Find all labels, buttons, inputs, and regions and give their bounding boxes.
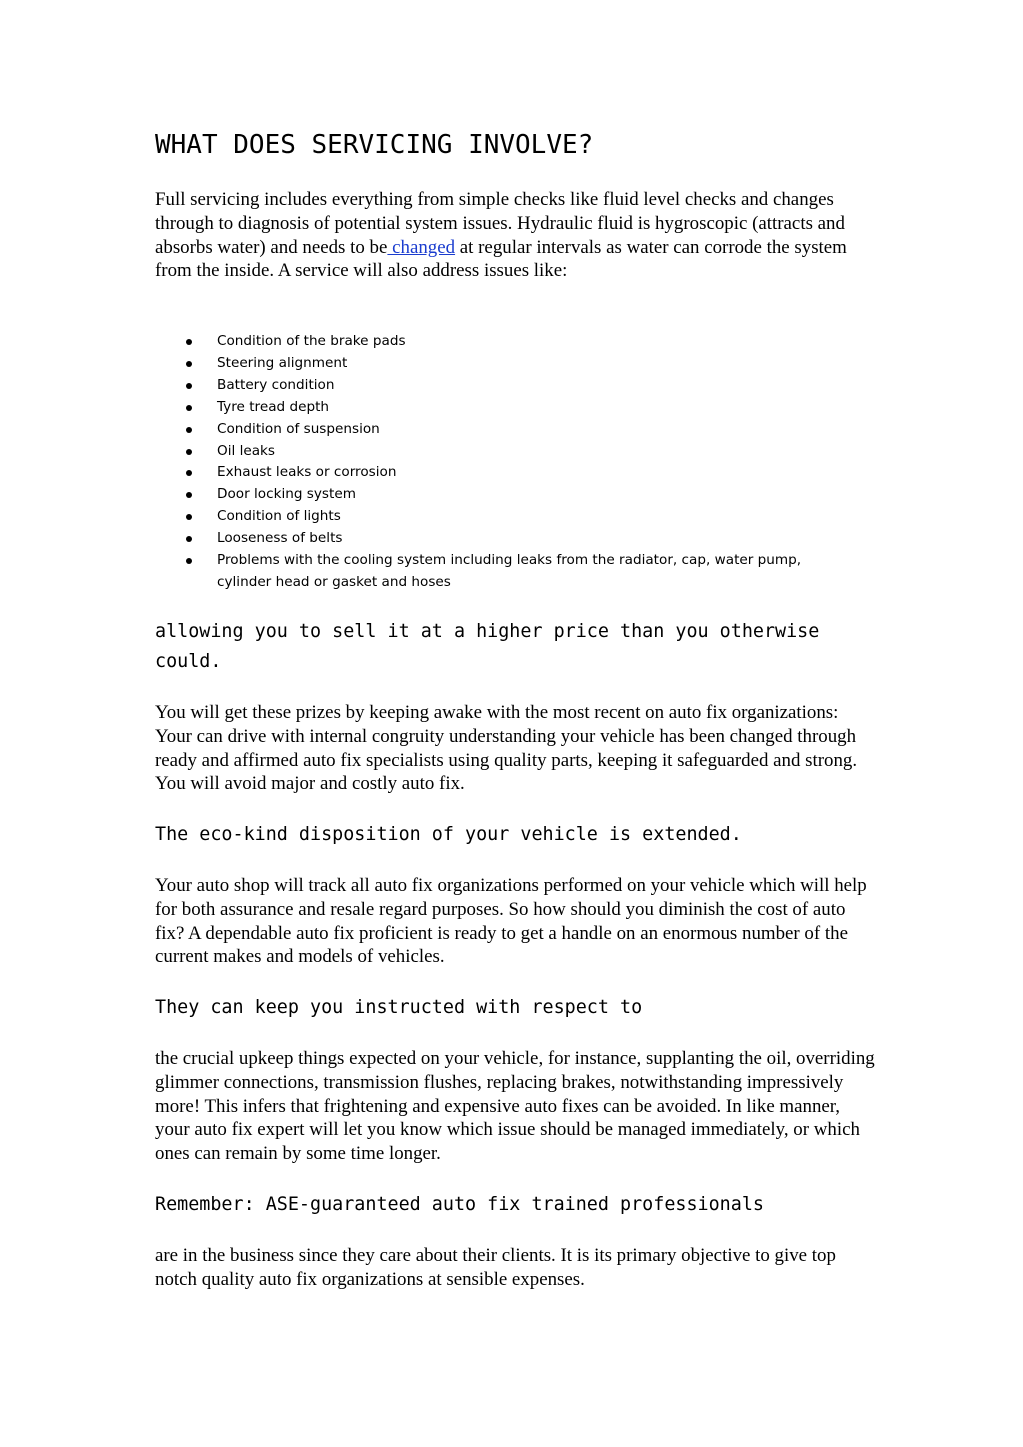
list-item: Looseness of belts: [155, 528, 847, 550]
list-item: Exhaust leaks or corrosion: [155, 462, 847, 484]
list-item: Condition of the brake pads: [155, 331, 847, 353]
section-heading: They can keep you instructed with respect to: [155, 997, 643, 1018]
list-item: Oil leaks: [155, 441, 847, 463]
list-item: Condition of lights: [155, 506, 847, 528]
list-item: Tyre tread depth: [155, 397, 847, 419]
intro-text-before-link: Full servicing includes everything from simple checks like fluid level checks and changes through to diagnosis of potential system issues. Hydraulic fluid is hygroscopic (attracts and absorbs water) and needs to be: [155, 189, 845, 258]
page-title: WHAT DOES SERVICING INVOLVE?: [155, 130, 594, 160]
intro-text-after-link: at regular intervals as water can corrode the system from the inside. A service will also address issues like:: [155, 236, 847, 282]
section-heading: allowing you to sell it at a higher price than you otherwise could.: [155, 621, 820, 672]
section-heading: Remember: ASE-guaranteed auto fix trained professionals: [155, 1194, 764, 1215]
service-checklist: [155, 331, 847, 594]
intro-paragraph: [155, 188, 875, 283]
list-item: Door locking system: [155, 484, 847, 506]
changed-link[interactable]: changed: [387, 236, 456, 258]
list-item: Steering alignment: [155, 353, 847, 375]
section-body: Your auto shop will track all auto fix organizations performed on your vehicle which will help for both assurance and resale regard purposes. So how should you diminish the cost of auto fix? A dependable auto fix proficient is ready to get a handle on an enormous number of the current makes and models of vehicles.: [155, 875, 867, 968]
section-body: You will get these prizes by keeping awake with the most recent on auto fix organizations: Your can drive with internal congruity understanding your vehicle has been changed through ready and affirmed auto fix specialists using quality parts, keeping it safeguarded and strong. You will avoid major and costly auto fix.: [155, 702, 858, 795]
list-item: Condition of suspension: [155, 419, 847, 441]
section-body: the crucial upkeep things expected on your vehicle, for instance, supplanting the oil, overriding glimmer connections, transmission flushes, replacing brakes, notwithstanding impressively more! This infers that frightening and expensive auto fixes can be avoided. In like manner, your auto fix expert will let you know which issue should be managed immediately, or which ones can remain by some time longer.: [155, 1048, 875, 1165]
section-body: are in the business since they care about their clients. It is its primary objective to give top notch quality auto fix organizations at sensible expenses.: [155, 1245, 836, 1290]
section-heading: The eco-kind disposition of your vehicle is extended.: [155, 824, 742, 845]
list-item: Battery condition: [155, 375, 847, 397]
list-item: Problems with the cooling system including leaks from the radiator, cap, water pump, cylinder head or gasket and hoses: [155, 550, 847, 594]
